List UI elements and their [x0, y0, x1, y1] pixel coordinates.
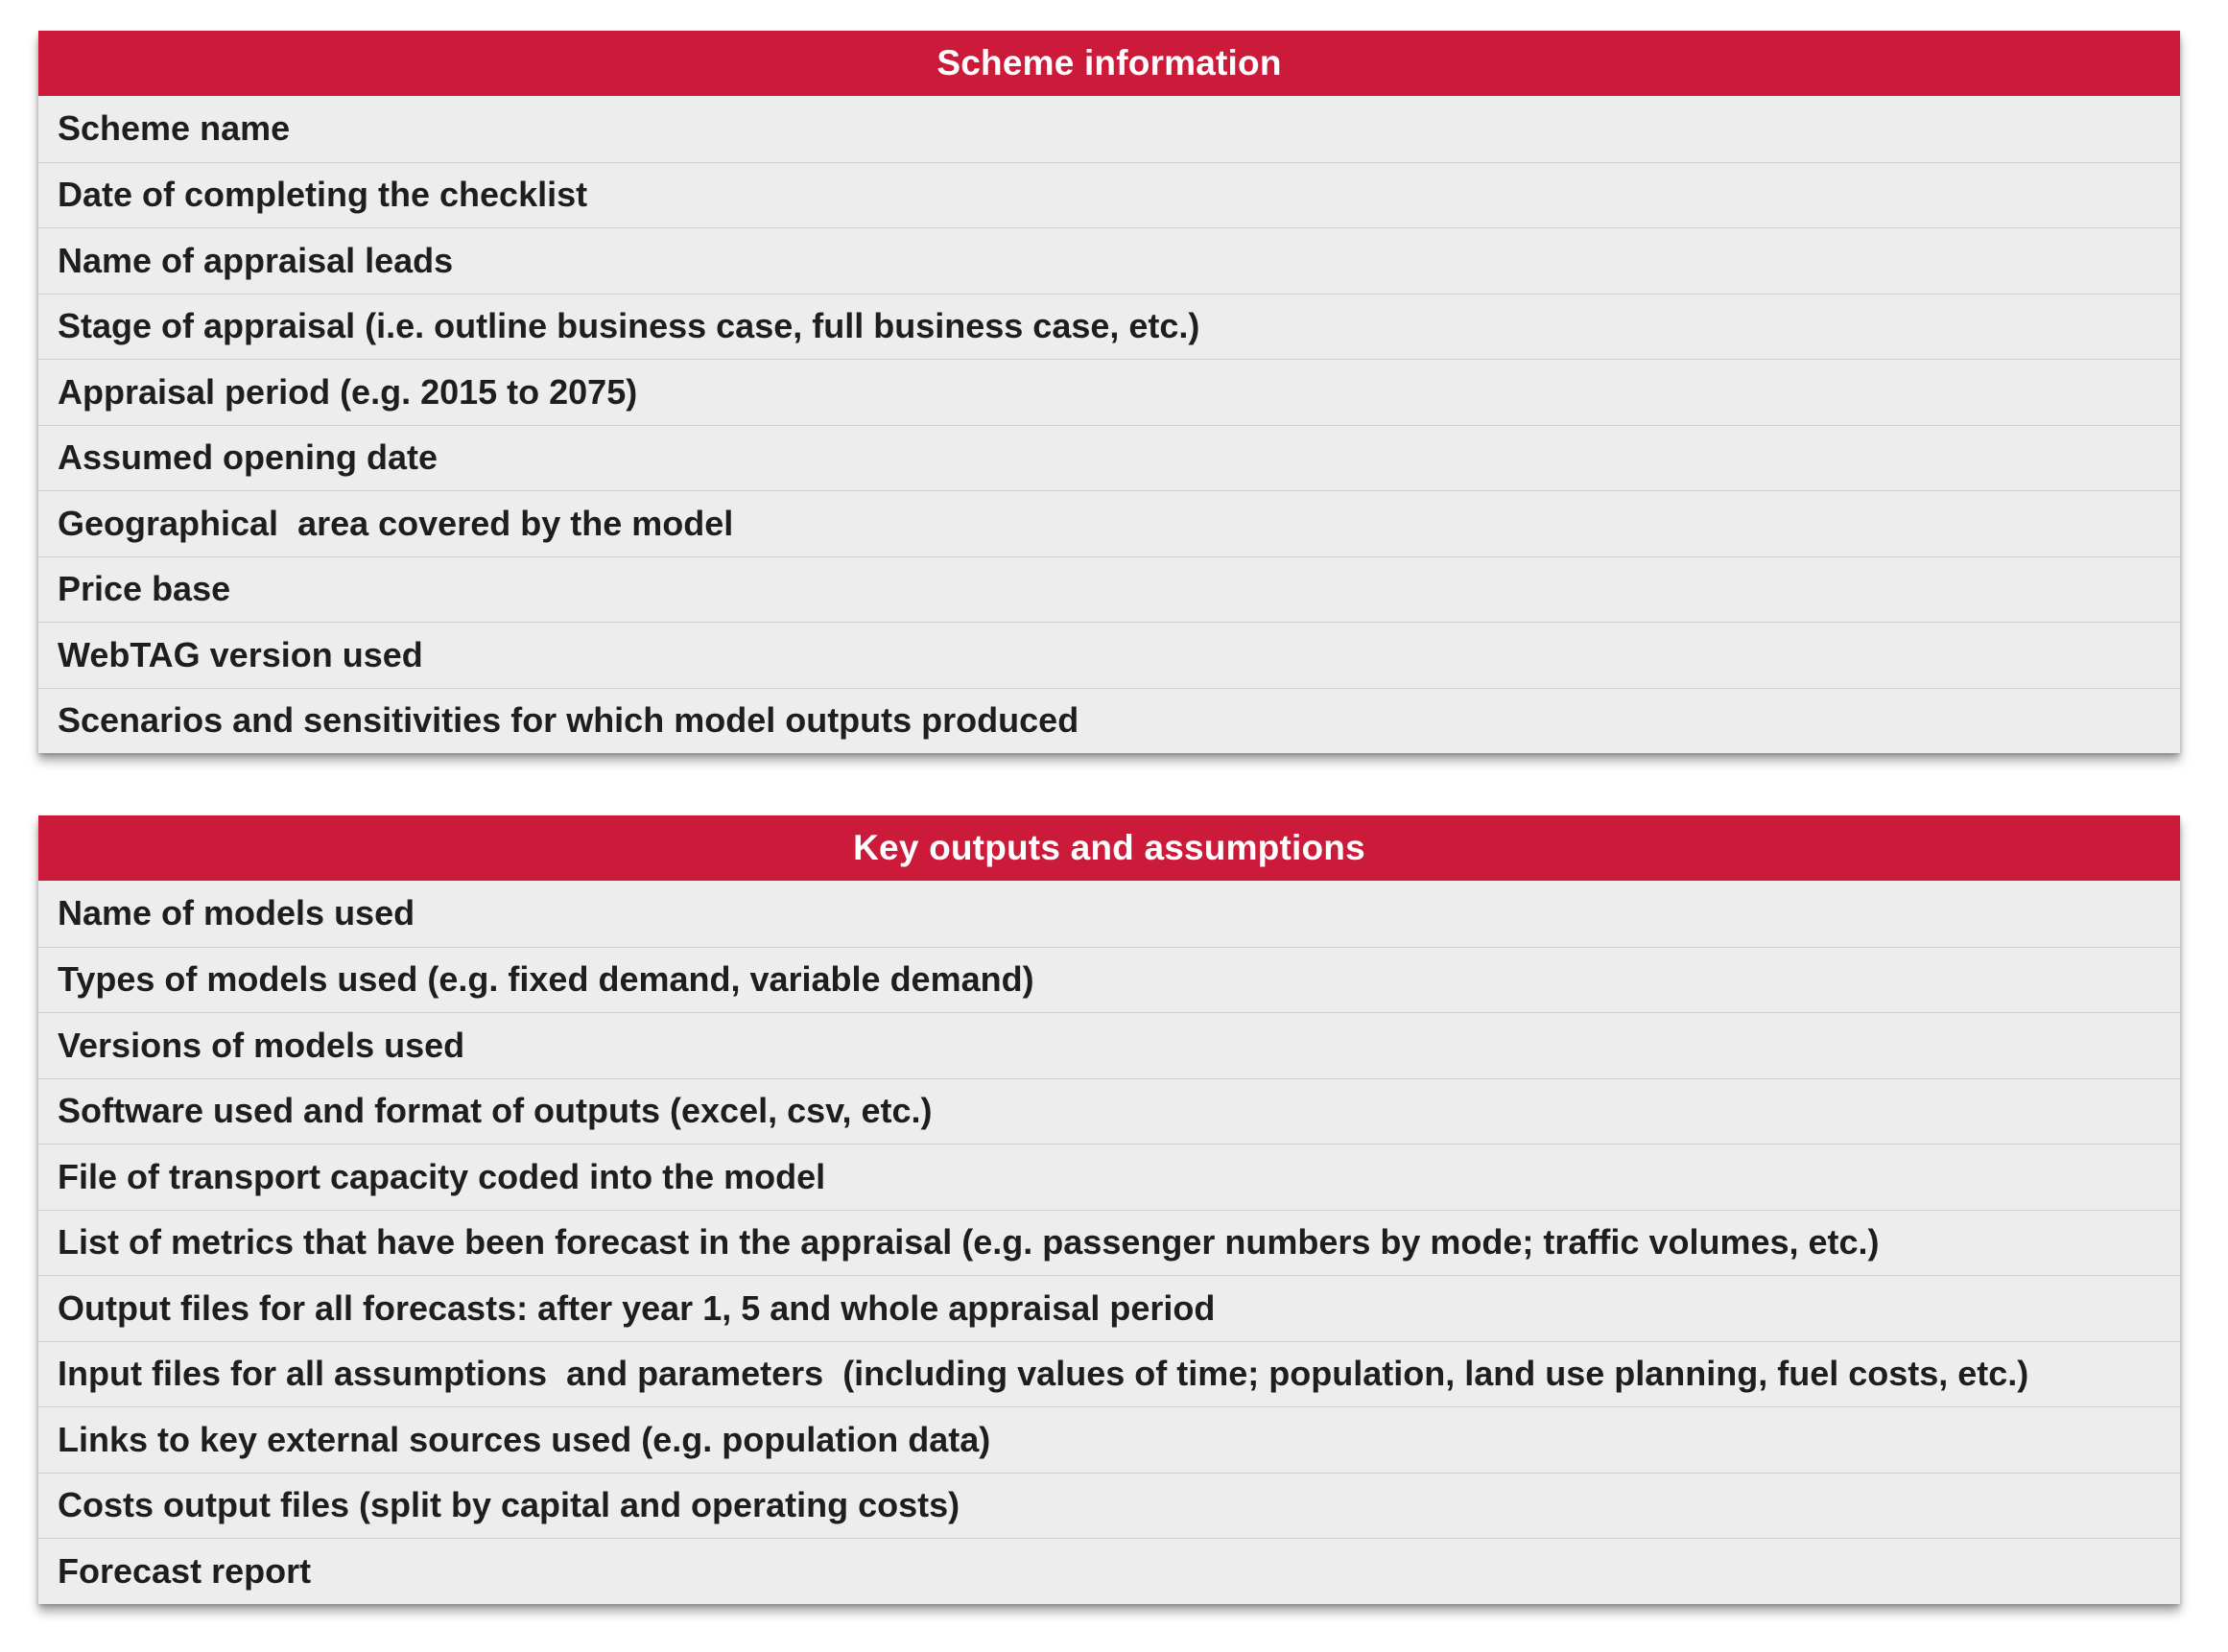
table-row: Versions of models used — [38, 1012, 2180, 1078]
scheme-information-rows — [38, 96, 2180, 753]
table-row: Scenarios and sensitivities for which model outputs produced — [38, 688, 2180, 754]
table-row: Output files for all forecasts: after year 1, 5 and whole appraisal period — [38, 1275, 2180, 1341]
key-outputs-header: Key outputs and assumptions — [38, 815, 2180, 881]
table-row: Links to key external sources used (e.g. population data) — [38, 1406, 2180, 1473]
table-row: Input files for all assumptions and parameters (including values of time; population, land use planning, fuel costs, etc.) — [38, 1341, 2180, 1407]
key-outputs-table — [38, 815, 2180, 1604]
table-row: Assumed opening date — [38, 425, 2180, 491]
table-row: Name of models used — [58, 893, 415, 933]
table-row: Forecast report — [38, 1538, 2180, 1604]
table-row: Name of appraisal leads — [38, 227, 2180, 294]
key-outputs-rows — [38, 881, 2180, 1604]
table-row: Software used and format of outputs (excel, csv, etc.) — [38, 1078, 2180, 1145]
table-row: Appraisal period (e.g. 2015 to 2075) — [38, 359, 2180, 425]
table-row: Price base — [38, 556, 2180, 623]
table-row: WebTAG version used — [38, 622, 2180, 688]
scheme-information-table — [38, 31, 2180, 753]
table-row: List of metrics that have been forecast in the appraisal (e.g. passenger numbers by mode; traffic volumes, etc.) — [38, 1210, 2180, 1276]
table-row: Stage of appraisal (i.e. outline business case, full business case, etc.) — [38, 294, 2180, 360]
scheme-information-header: Scheme information — [38, 31, 2180, 96]
table-row: Costs output files (split by capital and operating costs) — [38, 1473, 2180, 1539]
table-row: Types of models used (e.g. fixed demand, variable demand) — [38, 947, 2180, 1013]
table-row: Date of completing the checklist — [38, 162, 2180, 228]
table-row: File of transport capacity coded into the model — [38, 1144, 2180, 1210]
table-row: Geographical area covered by the model — [38, 490, 2180, 556]
table-row: Scheme name — [58, 108, 291, 149]
